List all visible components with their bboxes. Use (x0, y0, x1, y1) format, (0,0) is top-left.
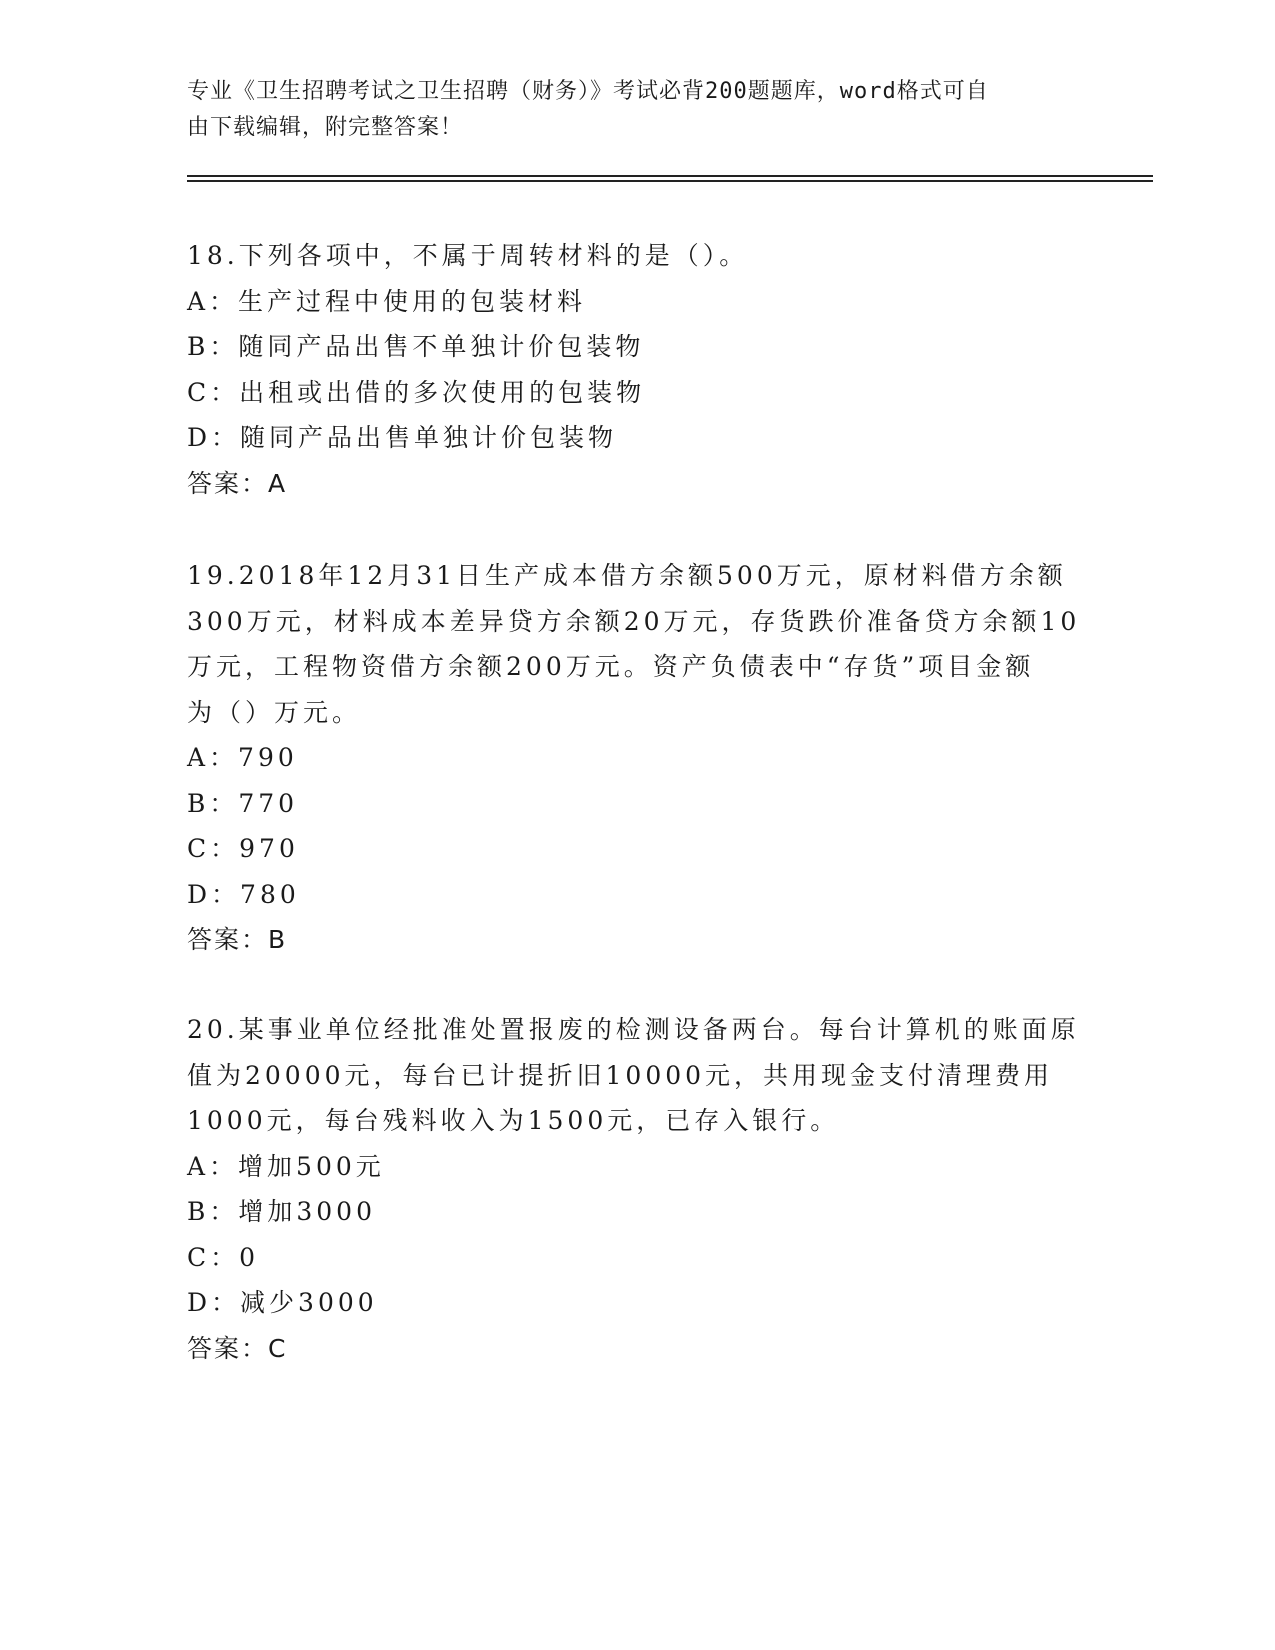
option-a: A：790 (187, 743, 298, 772)
header-divider-top (187, 175, 1153, 177)
option-c: C：0 (187, 1242, 260, 1272)
option-c: C：出租或出借的多次使用的包装物 (187, 377, 646, 407)
answer-line: 答案：B (187, 925, 288, 954)
question-stem-line: 300万元，材料成本差异贷方余额20万元，存货跌价准备贷方余额10 (187, 606, 1081, 636)
header-line-1: 专业《卫生招聘考试之卫生招聘（财务）》考试必背200题题库，word格式可自 (187, 79, 989, 104)
question-stem-line: 万元，工程物资借方余额200万元。资产负债表中“存货”项目金额 (187, 652, 1035, 681)
option-d: D：780 (187, 879, 300, 909)
option-c: C：970 (187, 834, 299, 863)
question-stem-line: 20.某事业单位经批准处置报废的检测设备两台。每台计算机的账面原 (187, 1015, 1080, 1044)
option-a: A：增加500元 (187, 1151, 385, 1181)
header-divider-bottom (187, 180, 1153, 182)
question-stem-line: 1000元，每台残料收入为1500元，已存入银行。 (187, 1106, 840, 1135)
answer-line: 答案：A (187, 468, 288, 498)
option-d: D：减少3000 (187, 1288, 378, 1317)
question-stem-line: 19.2018年12月31日生产成本借方余额500万元，原材料借方余额 (187, 561, 1067, 590)
answer-line: 答案：C (187, 1333, 288, 1363)
option-b: B：随同产品出售不单独计价包装物 (187, 332, 645, 361)
question-stem-line: 18.下列各项中，不属于周转材料的是（）。 (187, 241, 749, 270)
option-d: D：随同产品出售单独计价包装物 (187, 423, 618, 452)
question-18 (187, 233, 1087, 506)
question-19 (187, 553, 1087, 963)
document-header (187, 74, 1067, 146)
option-b: B：增加3000 (187, 1197, 376, 1226)
question-20 (187, 1007, 1087, 1371)
question-stem-line: 为（）万元。 (187, 697, 362, 727)
option-a: A：生产过程中使用的包装材料 (187, 286, 587, 316)
option-b: B：770 (187, 788, 299, 818)
question-stem-line: 值为20000元，每台已计提折旧10000元，共用现金支付清理费用 (187, 1060, 1054, 1090)
header-line-2: 由下载编辑，附完整答案！ (187, 115, 464, 140)
